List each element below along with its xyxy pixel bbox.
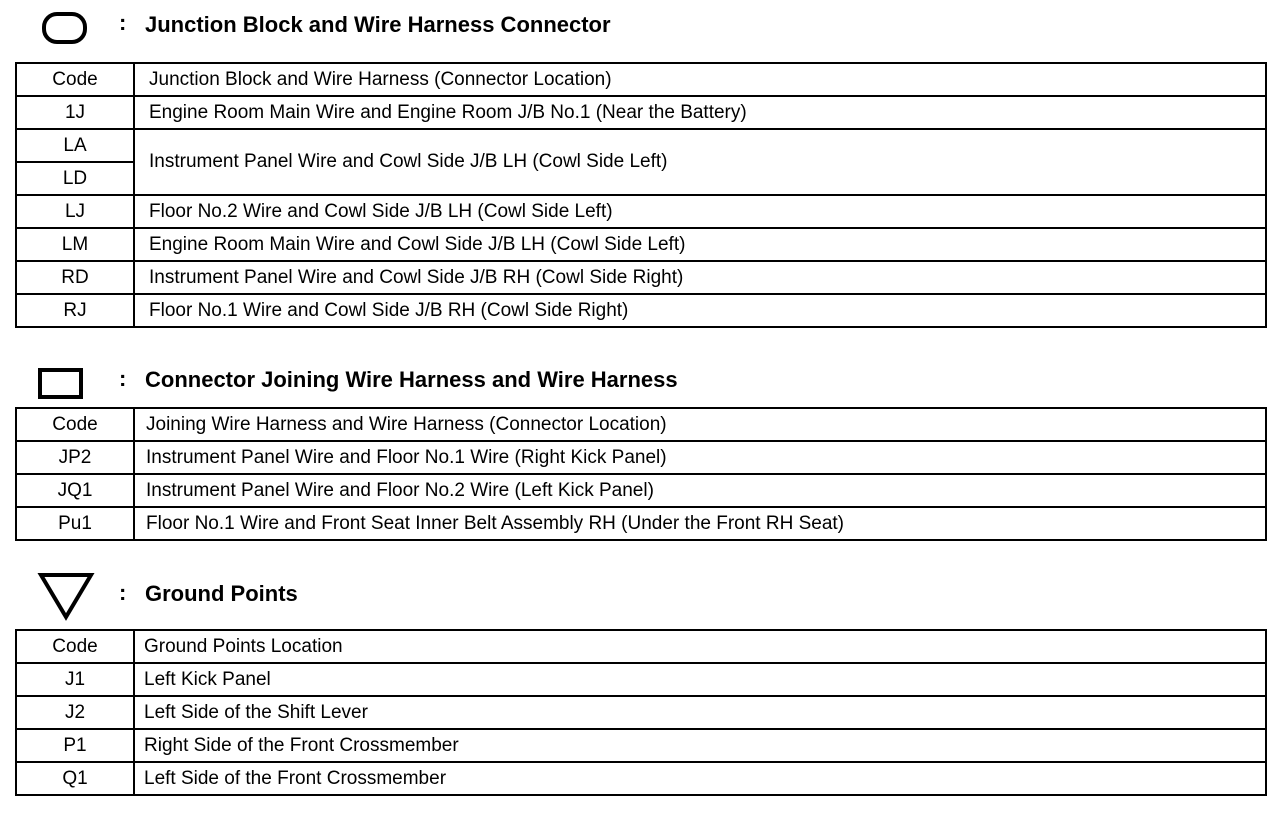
rounded-rectangle-icon bbox=[40, 10, 90, 46]
row-code: LJ bbox=[16, 195, 134, 228]
table-header-row bbox=[16, 630, 1266, 663]
row-code: J2 bbox=[16, 696, 134, 729]
row-description: Engine Room Main Wire and Engine Room J/B No.1 (Near the Battery) bbox=[134, 96, 1266, 129]
row-description: Floor No.1 Wire and Cowl Side J/B RH (Cowl Side Right) bbox=[134, 294, 1266, 327]
row-code: Pu1 bbox=[16, 507, 134, 540]
row-code: JQ1 bbox=[16, 474, 134, 507]
row-description: Instrument Panel Wire and Floor No.2 Wire (Left Kick Panel) bbox=[134, 474, 1266, 507]
row-code: LM bbox=[16, 228, 134, 261]
table-header-row bbox=[16, 63, 1266, 96]
ground-title: Ground Points bbox=[145, 581, 298, 606]
table-row bbox=[16, 261, 1266, 294]
junction-title: Junction Block and Wire Harness Connector bbox=[145, 12, 611, 37]
code-header: Code bbox=[16, 630, 134, 663]
row-description: Left Side of the Shift Lever bbox=[134, 696, 1266, 729]
row-description: Instrument Panel Wire and Floor No.1 Wire (Right Kick Panel) bbox=[134, 441, 1266, 474]
table-row bbox=[16, 663, 1266, 696]
row-description: Left Side of the Front Crossmember bbox=[134, 762, 1266, 795]
row-code: LA bbox=[16, 129, 134, 162]
table-row bbox=[16, 762, 1266, 795]
table-row bbox=[16, 441, 1266, 474]
row-code: Q1 bbox=[16, 762, 134, 795]
description-header: Joining Wire Harness and Wire Harness (Connector Location) bbox=[134, 408, 1266, 441]
junction-colon: : bbox=[119, 10, 127, 35]
ground-table bbox=[15, 629, 1267, 796]
row-description: Right Side of the Front Crossmember bbox=[134, 729, 1266, 762]
connector-title: Connector Joining Wire Harness and Wire Harness bbox=[145, 367, 678, 392]
table-row bbox=[16, 507, 1266, 540]
table-row bbox=[16, 294, 1266, 327]
connector-table bbox=[15, 407, 1267, 541]
row-code: LD bbox=[16, 162, 134, 195]
table-row bbox=[16, 96, 1266, 129]
table-row bbox=[16, 228, 1266, 261]
row-code: JP2 bbox=[16, 441, 134, 474]
row-code: J1 bbox=[16, 663, 134, 696]
table-header-row bbox=[16, 408, 1266, 441]
code-header: Code bbox=[16, 63, 134, 96]
table-row bbox=[16, 195, 1266, 228]
row-code: RD bbox=[16, 261, 134, 294]
table-row bbox=[16, 729, 1266, 762]
junction-table bbox=[15, 62, 1267, 328]
row-code: RJ bbox=[16, 294, 134, 327]
connector-colon: : bbox=[119, 366, 127, 391]
description-header: Junction Block and Wire Harness (Connector Location) bbox=[134, 63, 1266, 96]
table-row bbox=[16, 474, 1266, 507]
row-description: Engine Room Main Wire and Cowl Side J/B LH (Cowl Side Left) bbox=[134, 228, 1266, 261]
row-description: Instrument Panel Wire and Cowl Side J/B LH (Cowl Side Left) bbox=[134, 129, 1266, 195]
code-header: Code bbox=[16, 408, 134, 441]
row-code: 1J bbox=[16, 96, 134, 129]
table-row bbox=[16, 696, 1266, 729]
description-header: Ground Points Location bbox=[134, 630, 1266, 663]
row-code: P1 bbox=[16, 729, 134, 762]
down-triangle-icon bbox=[36, 570, 96, 624]
ground-colon: : bbox=[119, 580, 127, 605]
row-description: Floor No.2 Wire and Cowl Side J/B LH (Cowl Side Left) bbox=[134, 195, 1266, 228]
row-description: Floor No.1 Wire and Front Seat Inner Belt Assembly RH (Under the Front RH Seat) bbox=[134, 507, 1266, 540]
table-row bbox=[16, 129, 1266, 162]
square-icon bbox=[36, 366, 86, 402]
row-description: Instrument Panel Wire and Cowl Side J/B RH (Cowl Side Right) bbox=[134, 261, 1266, 294]
row-description: Left Kick Panel bbox=[134, 663, 1266, 696]
